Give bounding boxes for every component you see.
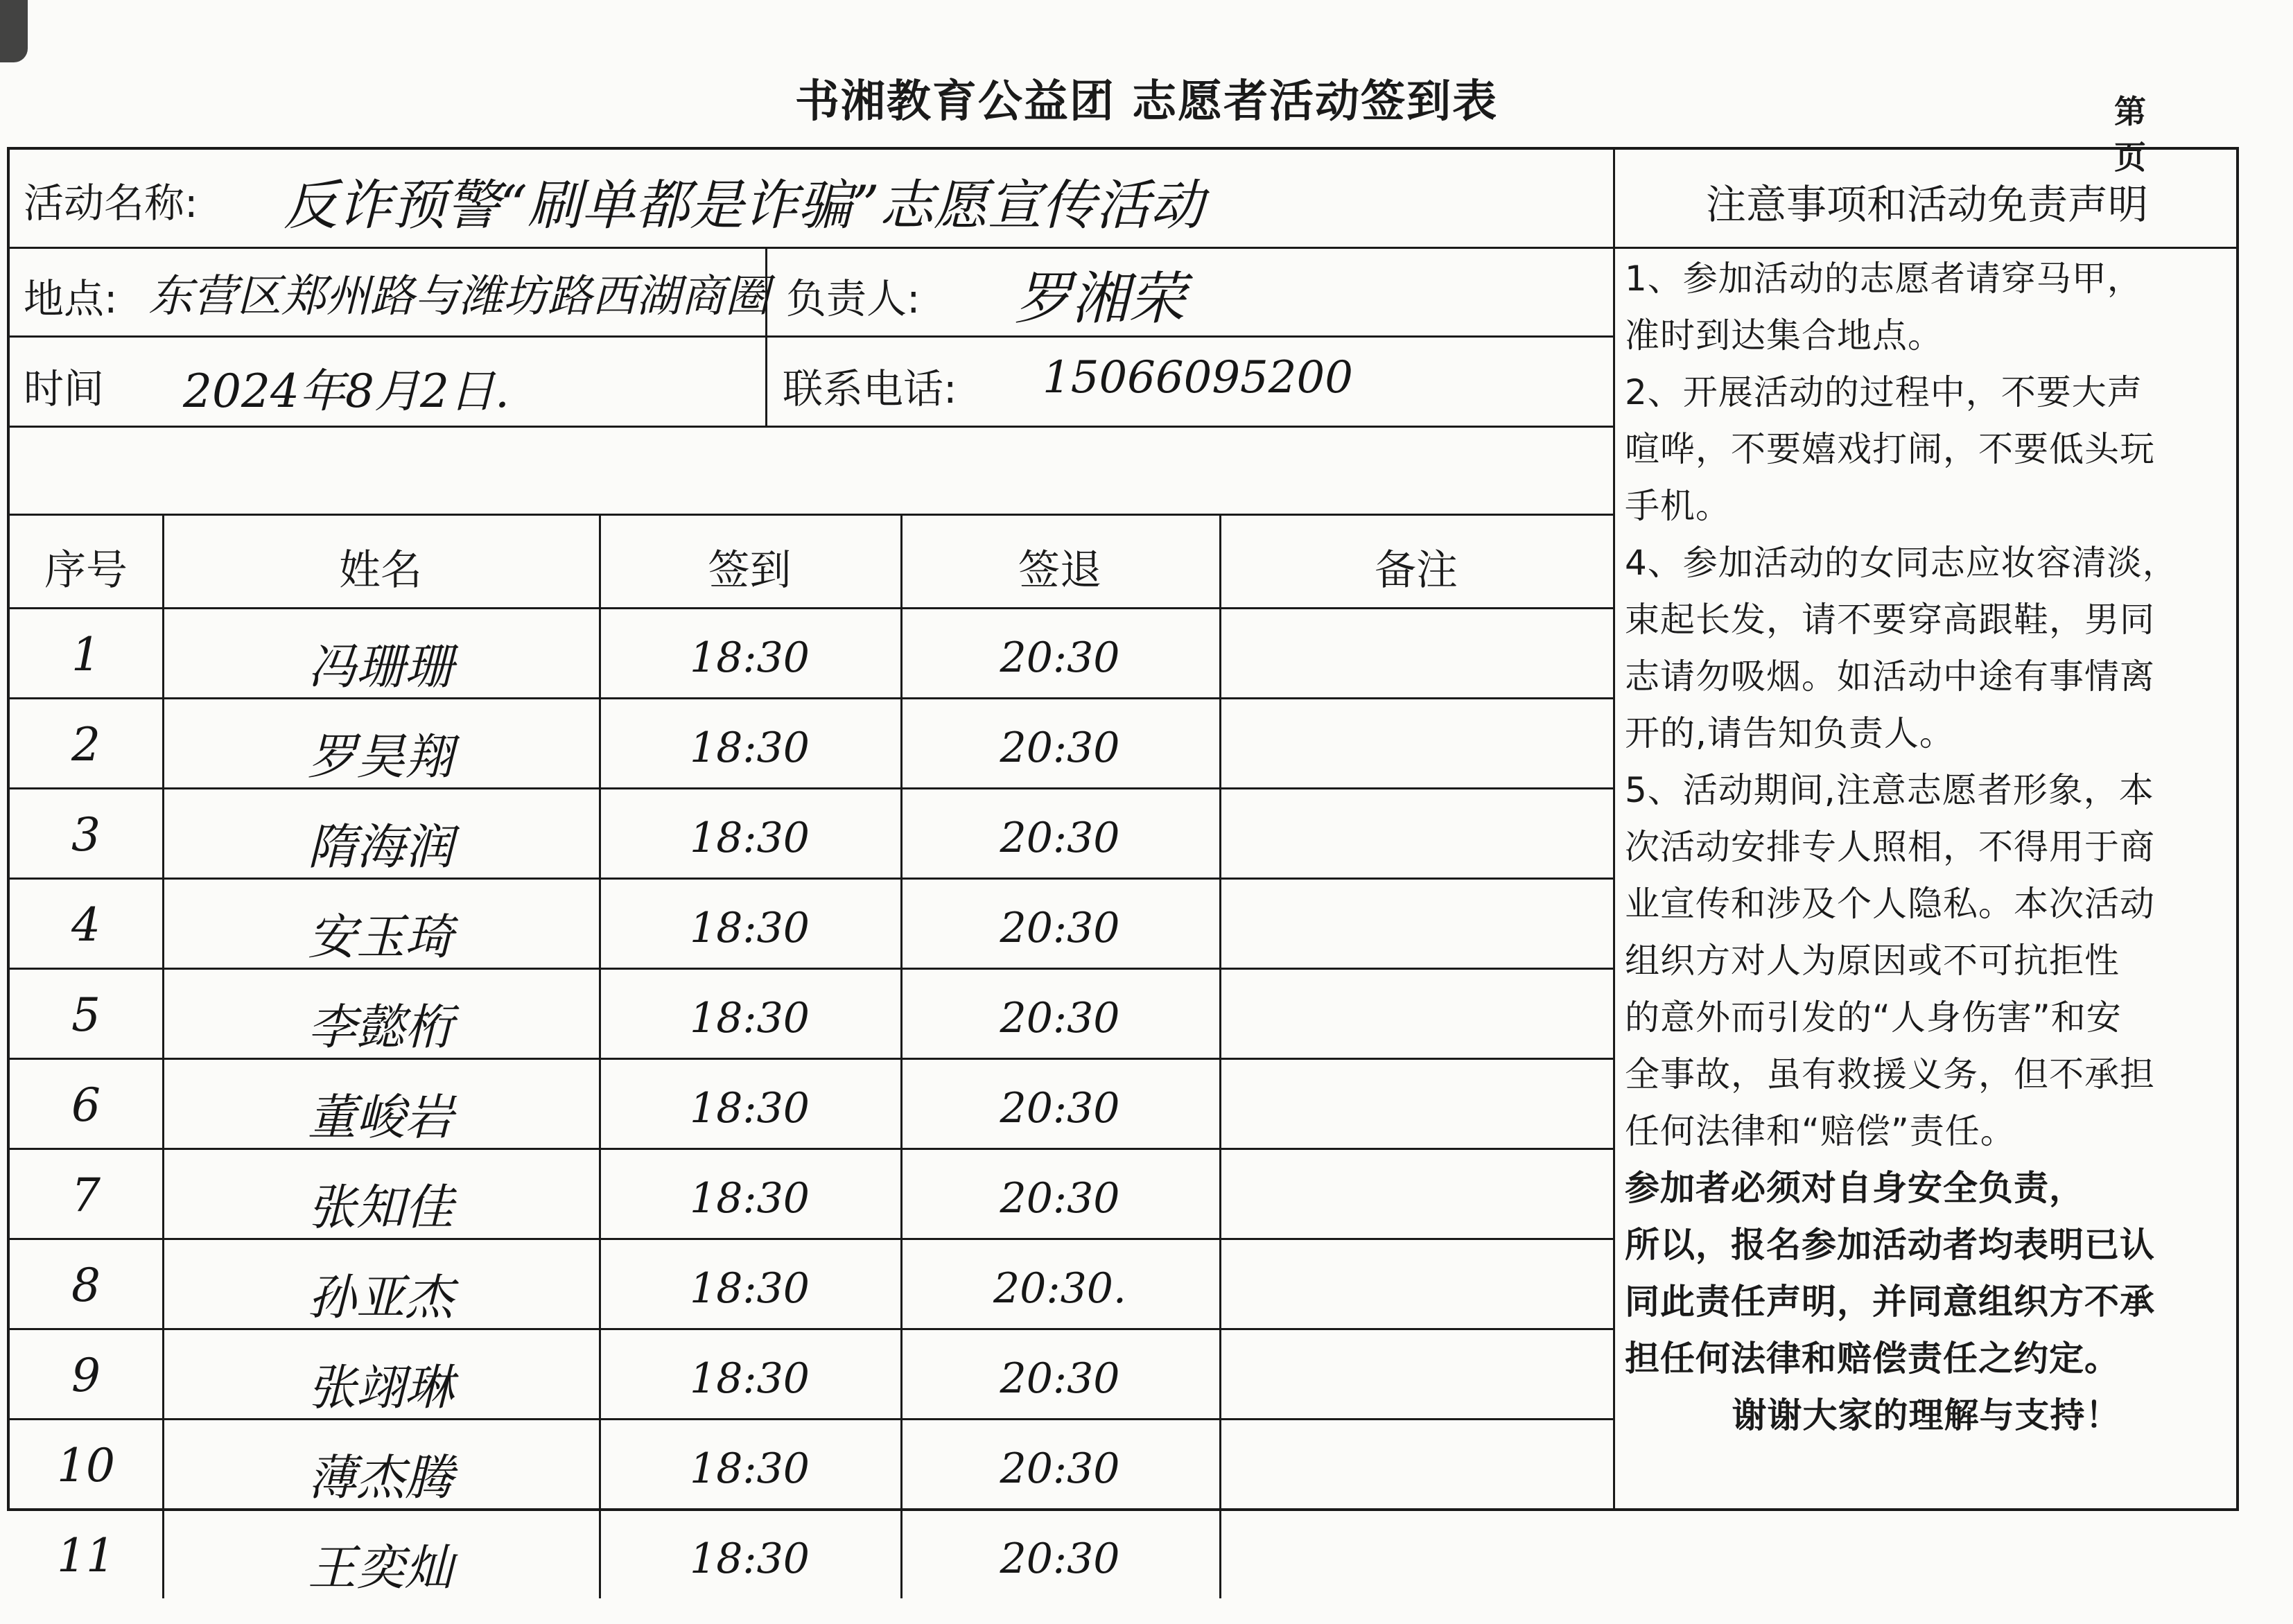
notice-line: 1、参加活动的志愿者请穿马甲， xyxy=(1625,259,2143,299)
signin-time: 18:30 xyxy=(690,1444,810,1493)
row-number: 1 xyxy=(71,628,101,681)
notice-line: 束起长发，请不要穿高跟鞋，男同 xyxy=(1625,600,2155,640)
header-name: 姓名 xyxy=(339,546,422,595)
row-number: 5 xyxy=(71,988,101,1042)
signout-time: 20:30 xyxy=(1000,1535,1120,1583)
signout-time: 20:30 xyxy=(1000,724,1120,772)
notice-line: 准时到达集合地点。 xyxy=(1625,315,1943,356)
signout-time: 20:30 xyxy=(1000,1174,1120,1223)
signin-time: 18:30 xyxy=(690,994,810,1042)
signout-time: 20:30 xyxy=(1000,1084,1120,1133)
manager-label: 负责人: xyxy=(786,275,921,322)
notice-line: 喧哗，不要嬉戏打闹，不要低头玩 xyxy=(1625,429,2155,469)
signin-time: 18:30 xyxy=(690,724,810,772)
activity-label: 活动名称: xyxy=(24,180,198,227)
signin-time: 18:30 xyxy=(690,1264,810,1313)
signin-time: 18:30 xyxy=(690,1084,810,1133)
row-number: 9 xyxy=(71,1349,101,1402)
row-number: 11 xyxy=(57,1529,115,1582)
time-value: 2024年8月2日. xyxy=(183,365,509,418)
row-number: 4 xyxy=(71,898,101,952)
notice-line: 5、活动期间,注意志愿者形象，本 xyxy=(1625,770,2154,810)
signin-time: 18:30 xyxy=(690,1354,810,1403)
page-number-label: 第 页 xyxy=(2114,93,2188,176)
signout-time: 20:30. xyxy=(993,1264,1126,1313)
signin-time: 18:30 xyxy=(690,1174,810,1223)
notice-line: 同此责任声明，并同意组织方不承 xyxy=(1625,1282,2155,1322)
notice-line: 所以，报名参加活动者均表明已认 xyxy=(1625,1225,2155,1265)
row-number: 3 xyxy=(71,808,101,862)
notice-line: 志请勿吸烟。如活动中途有事情离 xyxy=(1625,656,2155,697)
volunteer-name: 李懿桁 xyxy=(308,999,453,1056)
notice-body xyxy=(1625,250,2228,1444)
row-number: 2 xyxy=(71,718,101,771)
notice-line: 4、参加活动的女同志应妆容清淡， xyxy=(1625,543,2178,583)
volunteer-name: 隋海润 xyxy=(308,819,453,875)
signout-time: 20:30 xyxy=(1000,634,1120,682)
corner-mark xyxy=(0,0,28,62)
volunteer-name: 张翊琳 xyxy=(308,1359,453,1416)
header-note: 备注 xyxy=(1375,546,1458,595)
signin-time: 18:30 xyxy=(690,814,810,862)
header-no: 序号 xyxy=(44,546,128,595)
notice-title: 注意事项和活动免责声明 xyxy=(1705,181,2148,228)
notice-line: 任何法律和“赔偿”责任。 xyxy=(1625,1111,2016,1151)
volunteer-name: 董峻岩 xyxy=(308,1089,453,1146)
manager-value: 罗湘荣 xyxy=(1015,266,1185,332)
phone-value: 15066095200 xyxy=(1043,352,1353,403)
notice-line: 次活动安排专人照相，不得用于商 xyxy=(1625,827,2155,867)
signout-time: 20:30 xyxy=(1000,994,1120,1042)
notice-line: 2、开展活动的过程中，不要大声 xyxy=(1625,372,2143,412)
header-signout: 签退 xyxy=(1018,546,1101,595)
row-number: 10 xyxy=(57,1439,115,1492)
volunteer-name: 薄杰腾 xyxy=(308,1449,453,1506)
sign-in-sheet xyxy=(7,147,2239,1596)
notice-line: 的意外而引发的“人身伤害”和安 xyxy=(1625,997,2122,1038)
row-divider xyxy=(10,607,1613,609)
signout-time: 20:30 xyxy=(1000,814,1120,862)
location-value: 东营区郑州路与潍坊路西湖商圈 xyxy=(148,271,769,322)
notice-line: 全事故，虽有救援义务，但不承担 xyxy=(1625,1054,2155,1094)
signout-time: 20:30 xyxy=(1000,904,1120,952)
notice-line: 谢谢大家的理解与支持！ xyxy=(1732,1395,2121,1435)
page-title: 书湘教育公益团 志愿者活动签到表 xyxy=(794,76,1499,128)
signout-time: 20:30 xyxy=(1000,1444,1120,1493)
notice-line: 业宣传和涉及个人隐私。本次活动 xyxy=(1625,884,2155,924)
volunteer-name: 安玉琦 xyxy=(308,909,453,966)
signin-time: 18:30 xyxy=(690,1535,810,1583)
notice-line: 手机。 xyxy=(1625,486,1731,526)
activity-value: 反诈预警“刷单都是诈骗”志愿宣传活动 xyxy=(284,175,1204,237)
volunteer-name: 冯珊珊 xyxy=(308,638,453,695)
volunteer-name: 张知佳 xyxy=(308,1179,453,1236)
signin-time: 18:30 xyxy=(690,634,810,682)
notice-line: 组织方对人为原因或不可抗拒性 xyxy=(1625,941,2120,981)
phone-label: 联系电话: xyxy=(783,365,957,412)
column-divider xyxy=(1219,514,1221,1598)
row-number: 6 xyxy=(71,1079,101,1132)
notice-line: 担任何法律和赔偿责任之约定。 xyxy=(1625,1338,2120,1379)
location-label: 地点: xyxy=(24,275,118,322)
time-label: 时间 xyxy=(24,365,105,412)
signin-time: 18:30 xyxy=(690,904,810,952)
volunteer-name: 孙亚杰 xyxy=(308,1269,453,1326)
signout-time: 20:30 xyxy=(1000,1354,1120,1403)
header-signin: 签到 xyxy=(708,546,792,595)
volunteer-name: 王奕灿 xyxy=(308,1539,453,1596)
volunteer-name: 罗昊翔 xyxy=(308,728,453,785)
notice-line: 开的,请告知负责人。 xyxy=(1625,713,1955,753)
row-number: 8 xyxy=(71,1259,101,1312)
row-number: 7 xyxy=(71,1169,101,1222)
notice-line: 参加者必须对自身安全负责， xyxy=(1625,1168,2084,1208)
